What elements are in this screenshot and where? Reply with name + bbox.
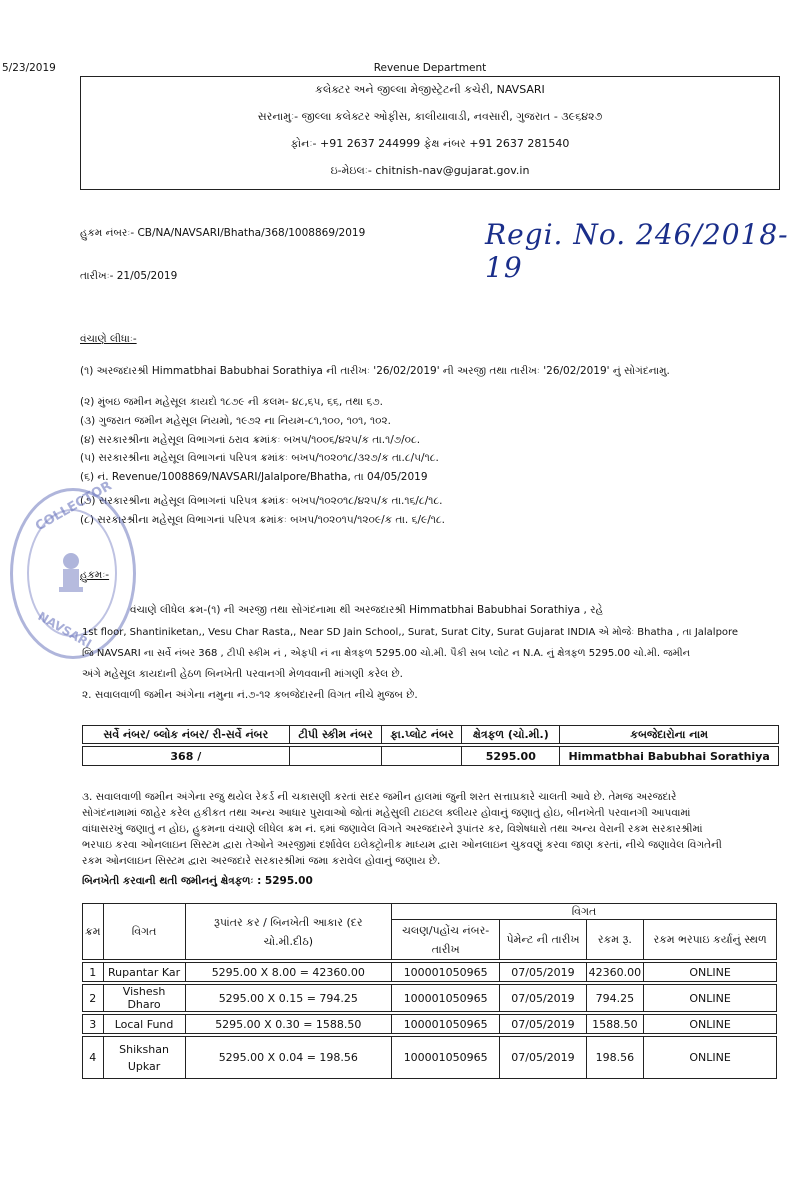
- reference-item: (૧) અરજદારશ્રી Himmatbhai Babubhai Sorathiya ની તારીખઃ '26/02/2019' ની અરજી તથા તારીખઃ '26/02/2019' નું સોગંદનામુ.: [80, 365, 670, 377]
- order-number: હુકમ નંબરઃ- CB/NA/NAVSARI/Bhatha/368/1008869/2019: [80, 227, 366, 239]
- hukam-line: 1st floor, Shantiniketan,, Vesu Char Rasta,, Near SD Jain School,, Surat, Surat City, Surat Gujarat INDIA એ મોજેઃ Bhatha , તા Jalalpore: [82, 627, 739, 638]
- para3-line: ૩. સવાલવાળી જમીન અંગેના રજુ થયેલ રેકર્ડ ની ચકાસણી કરતાં સદર જમીન હાલમાં જુની શરત સત્તાપ્રકારે ચાલતી આવે છે. તેમજ અરજદારે: [82, 791, 677, 803]
- row-vigat: Rupantar Kar: [103, 963, 185, 982]
- office-phone: ફોનઃ- +91 2637 244999 ફેક્ષ નંબર +91 2637 281540: [290, 137, 570, 150]
- land-holder-table: [82, 725, 779, 766]
- row-amount: 794.25: [586, 985, 644, 1012]
- hukam-line: જિ NAVSARI ના સર્વે નંબર 368 , ટીપી સ્કીમ નં , એફપી નં ના ક્ષેત્રફળ 5295.00 ચો.મી. પૈકી સબ પ્લોટ ન N.A. નું ક્ષેત્રફળ 5295.00 ચો.મી. જમીન: [82, 648, 691, 659]
- row-date: 07/05/2019: [500, 985, 586, 1012]
- row-challan: 100001050965: [392, 1037, 500, 1079]
- reference-item: (૫) સરકારશ્રીના મહેસૂલ વિભાગનાં પરિપત્ર ક્રમાંકઃ બખપ/૧૦૨૦૧૮/૩૨૭/ક તા.૮/૫/૧૮.: [80, 452, 439, 464]
- row-calc: 5295.00 X 0.30 = 1588.50: [185, 1015, 391, 1034]
- handwritten-registration: Regi. No. 246/2018-19: [485, 218, 789, 284]
- table-row: [83, 963, 777, 982]
- hukam-line: ૨. સવાલવાળી જમીન અંગેના નમુના નં.૭-૧૨ કબજેદારની વિગત નીચે મુજબ છે.: [82, 689, 418, 701]
- table-cell: Himmatbhai Babubhai Sorathiya: [560, 747, 779, 766]
- office-address: સરનામુઃ- જીલ્લા કલેક્ટર ઓફીસ, કાલીયાવાડી, નવસારી, ગુજરાત - ૩૯૬૪૨૭: [257, 110, 603, 123]
- reference-item: (૪) સરકારશ્રીના મહેસૂલ વિભાગનાં ઠરાવ ક્રમાંકઃ બખપ/૧૦૦૬/૪૨૫/ક તા.૧/૭/૦૮.: [80, 434, 421, 446]
- department-title: Revenue Department: [373, 62, 487, 74]
- row-vigat: Vishesh Dharo: [103, 985, 185, 1012]
- col-header-challan: ચલણ/પહોંચ નંબર-તારીખ: [392, 920, 500, 960]
- row-amount: 198.56: [586, 1037, 644, 1079]
- para3-line: વાંધાસરખું જણાતું ન હોઇ, હુકમના વંચાણે લીધેલ ક્રમ નં. ૬માં જણાવેલ વિગતે અરજદારને રૂપાંતર કર, વિશેષધારો તથા અન્ય વેરાની રકમ સરકારશ્રીમાં: [82, 823, 703, 835]
- table-row: [83, 1037, 777, 1079]
- row-challan: 100001050965: [392, 985, 500, 1012]
- hukam-line: વંચાણે લીધેલ ક્રમ-(૧) ની અરજી તથા સોગંદનામા થી અરજદારશ્રી Himmatbhai Babubhai Sorathiya , રહે: [130, 604, 604, 616]
- letterhead-box: [80, 76, 780, 190]
- table-header: ટીપી સ્કીમ નંબર: [289, 726, 382, 744]
- table-cell: [382, 747, 462, 766]
- row-date: 07/05/2019: [500, 963, 586, 982]
- col-group-header: વિગત: [392, 904, 777, 920]
- col-header-place: રકમ ભરપાઇ કર્યાનું સ્થળ: [644, 920, 777, 960]
- col-header-vigat: વિગત: [103, 904, 185, 960]
- row-place: ONLINE: [644, 985, 777, 1012]
- reference-item: (૮) સરકારશ્રીના મહેસૂલ વિભાગનાં પરિપત્ર ક્રમાંકઃ બખપ/૧૦૨૦૧૫/૧૨૦૯/ક તા. ૬/૯/૧૮.: [80, 514, 445, 526]
- reference-item: (૭) સરકારશ્રીના મહેસૂલ વિભાગનાં પરિપત્ર ક્રમાંકઃ બખપ/૧૦૨૦૧૮/૪૨૫/ક તા.૧૬/૮/૧૮.: [80, 495, 443, 507]
- row-no: 4: [83, 1037, 104, 1079]
- seal-bottom-text: NAVSARI: [35, 609, 94, 651]
- row-challan: 100001050965: [392, 1015, 500, 1034]
- row-calc: 5295.00 X 0.15 = 794.25: [185, 985, 391, 1012]
- print-date: 5/23/2019: [2, 62, 56, 74]
- col-header-amount: રકમ રૂ.: [586, 920, 644, 960]
- col-header-rupantar: રૂપાંતર કર / બિનખેતી આકાર (દર ચો.મી.દીઠ): [185, 904, 391, 960]
- table-cell: [289, 747, 382, 766]
- office-email: ઇ-મેઇલઃ- chitnish-nav@gujarat.gov.in: [330, 164, 530, 177]
- table-header: ક્ષેત્રફળ (ચો.મી.): [462, 726, 560, 744]
- row-amount: 1588.50: [586, 1015, 644, 1034]
- hukam-line: અંગે મહેસૂલ કાયદાની હેઠળ બિનખેતી પરવાનગી મેળવવાની માંગણી કરેલ છે.: [82, 668, 403, 680]
- table-cell: 368 /: [83, 747, 290, 766]
- reference-item: (૨) મુંબઇ જમીન મહેસૂલ કાયદો ૧૮૭૯ ની કલમ- ૪૮,૬૫, ૬૬, તથા ૬૭.: [80, 396, 383, 408]
- payment-table: [82, 903, 777, 1079]
- col-header-payment-date: પેમેન્ટ ની તારીખ: [500, 920, 586, 960]
- na-area-line: બિનખેતી કરવાની થતી જમીનનું ક્ષેત્રફળઃ : 5295.00: [82, 875, 313, 887]
- row-place: ONLINE: [644, 963, 777, 982]
- row-calc: 5295.00 X 8.00 = 42360.00: [185, 963, 391, 982]
- office-name: કલેક્ટર અને જીલ્લા મેજીસ્ટ્રેટની કચેરી, NAVSARI: [315, 83, 545, 96]
- hukam-heading: હુકમઃ-: [80, 569, 110, 581]
- row-date: 07/05/2019: [500, 1015, 586, 1034]
- table-header: કબજેદારોના નામ: [560, 726, 779, 744]
- references-heading: વંચાણે લીધાઃ-: [80, 333, 137, 345]
- table-header: ફા.પ્લોટ નંબર: [382, 726, 462, 744]
- row-date: 07/05/2019: [500, 1037, 586, 1079]
- order-date: તારીખઃ- 21/05/2019: [80, 270, 178, 282]
- table-header: સર્વે નંબર/ બ્લોક નંબર/ રી-સર્વે નંબર: [83, 726, 290, 744]
- table-cell: 5295.00: [462, 747, 560, 766]
- row-no: 2: [83, 985, 104, 1012]
- reference-item: (૩) ગુજરાત જમીન મહેસૂલ નિયમો, ૧૯૭૨ ના નિયમ-૮૧,૧૦૦, ૧૦૧, ૧૦૨.: [80, 415, 391, 427]
- col-header-no: ક્રમ: [83, 904, 104, 960]
- row-place: ONLINE: [644, 1037, 777, 1079]
- row-no: 1: [83, 963, 104, 982]
- row-amount: 42360.00: [586, 963, 644, 982]
- para3-line: સોગંદનામામાં જાહેર કરેલ હકીકત તથા અન્ય આધાર પુરાવાઓ જોતાં મહેસુલી ટાઇટલ ક્લીયર હોવાનું જણાતું હોઇ, બીનખેતી પરવાનગી આપવામાં: [82, 807, 691, 819]
- reference-item: (૬) નં. Revenue/1008869/NAVSARI/Jalalpore/Bhatha, તા 04/05/2019: [80, 471, 428, 483]
- table-row: [83, 985, 777, 1012]
- seal-top-text: COLLECTOR: [32, 478, 115, 535]
- row-calc: 5295.00 X 0.04 = 198.56: [185, 1037, 391, 1079]
- row-vigat: Shikshan Upkar: [103, 1037, 185, 1079]
- row-challan: 100001050965: [392, 963, 500, 982]
- row-vigat: Local Fund: [103, 1015, 185, 1034]
- para3-line: ભરપાઇ કરવા ઓનલાઇન સિસ્ટમ દ્વારા તેઓને અરજીમાં દર્શાવેલ ઇલેક્ટ્રોનીક માધ્યમ દ્વારા ઓનલાઇન ચુકવણું કરવા જાણ કરતાં, નીચે જણાવેલ વિગતેની: [82, 839, 722, 851]
- table-row: [83, 1015, 777, 1034]
- para3-line: રકમ ઓનલાઇન સિસ્ટમ દ્વારા અરજદારે સરકારશ્રીમાં જમા કરાવેલ હોવાનું જણાય છે.: [82, 855, 441, 867]
- row-place: ONLINE: [644, 1015, 777, 1034]
- table-row: [83, 747, 779, 766]
- row-no: 3: [83, 1015, 104, 1034]
